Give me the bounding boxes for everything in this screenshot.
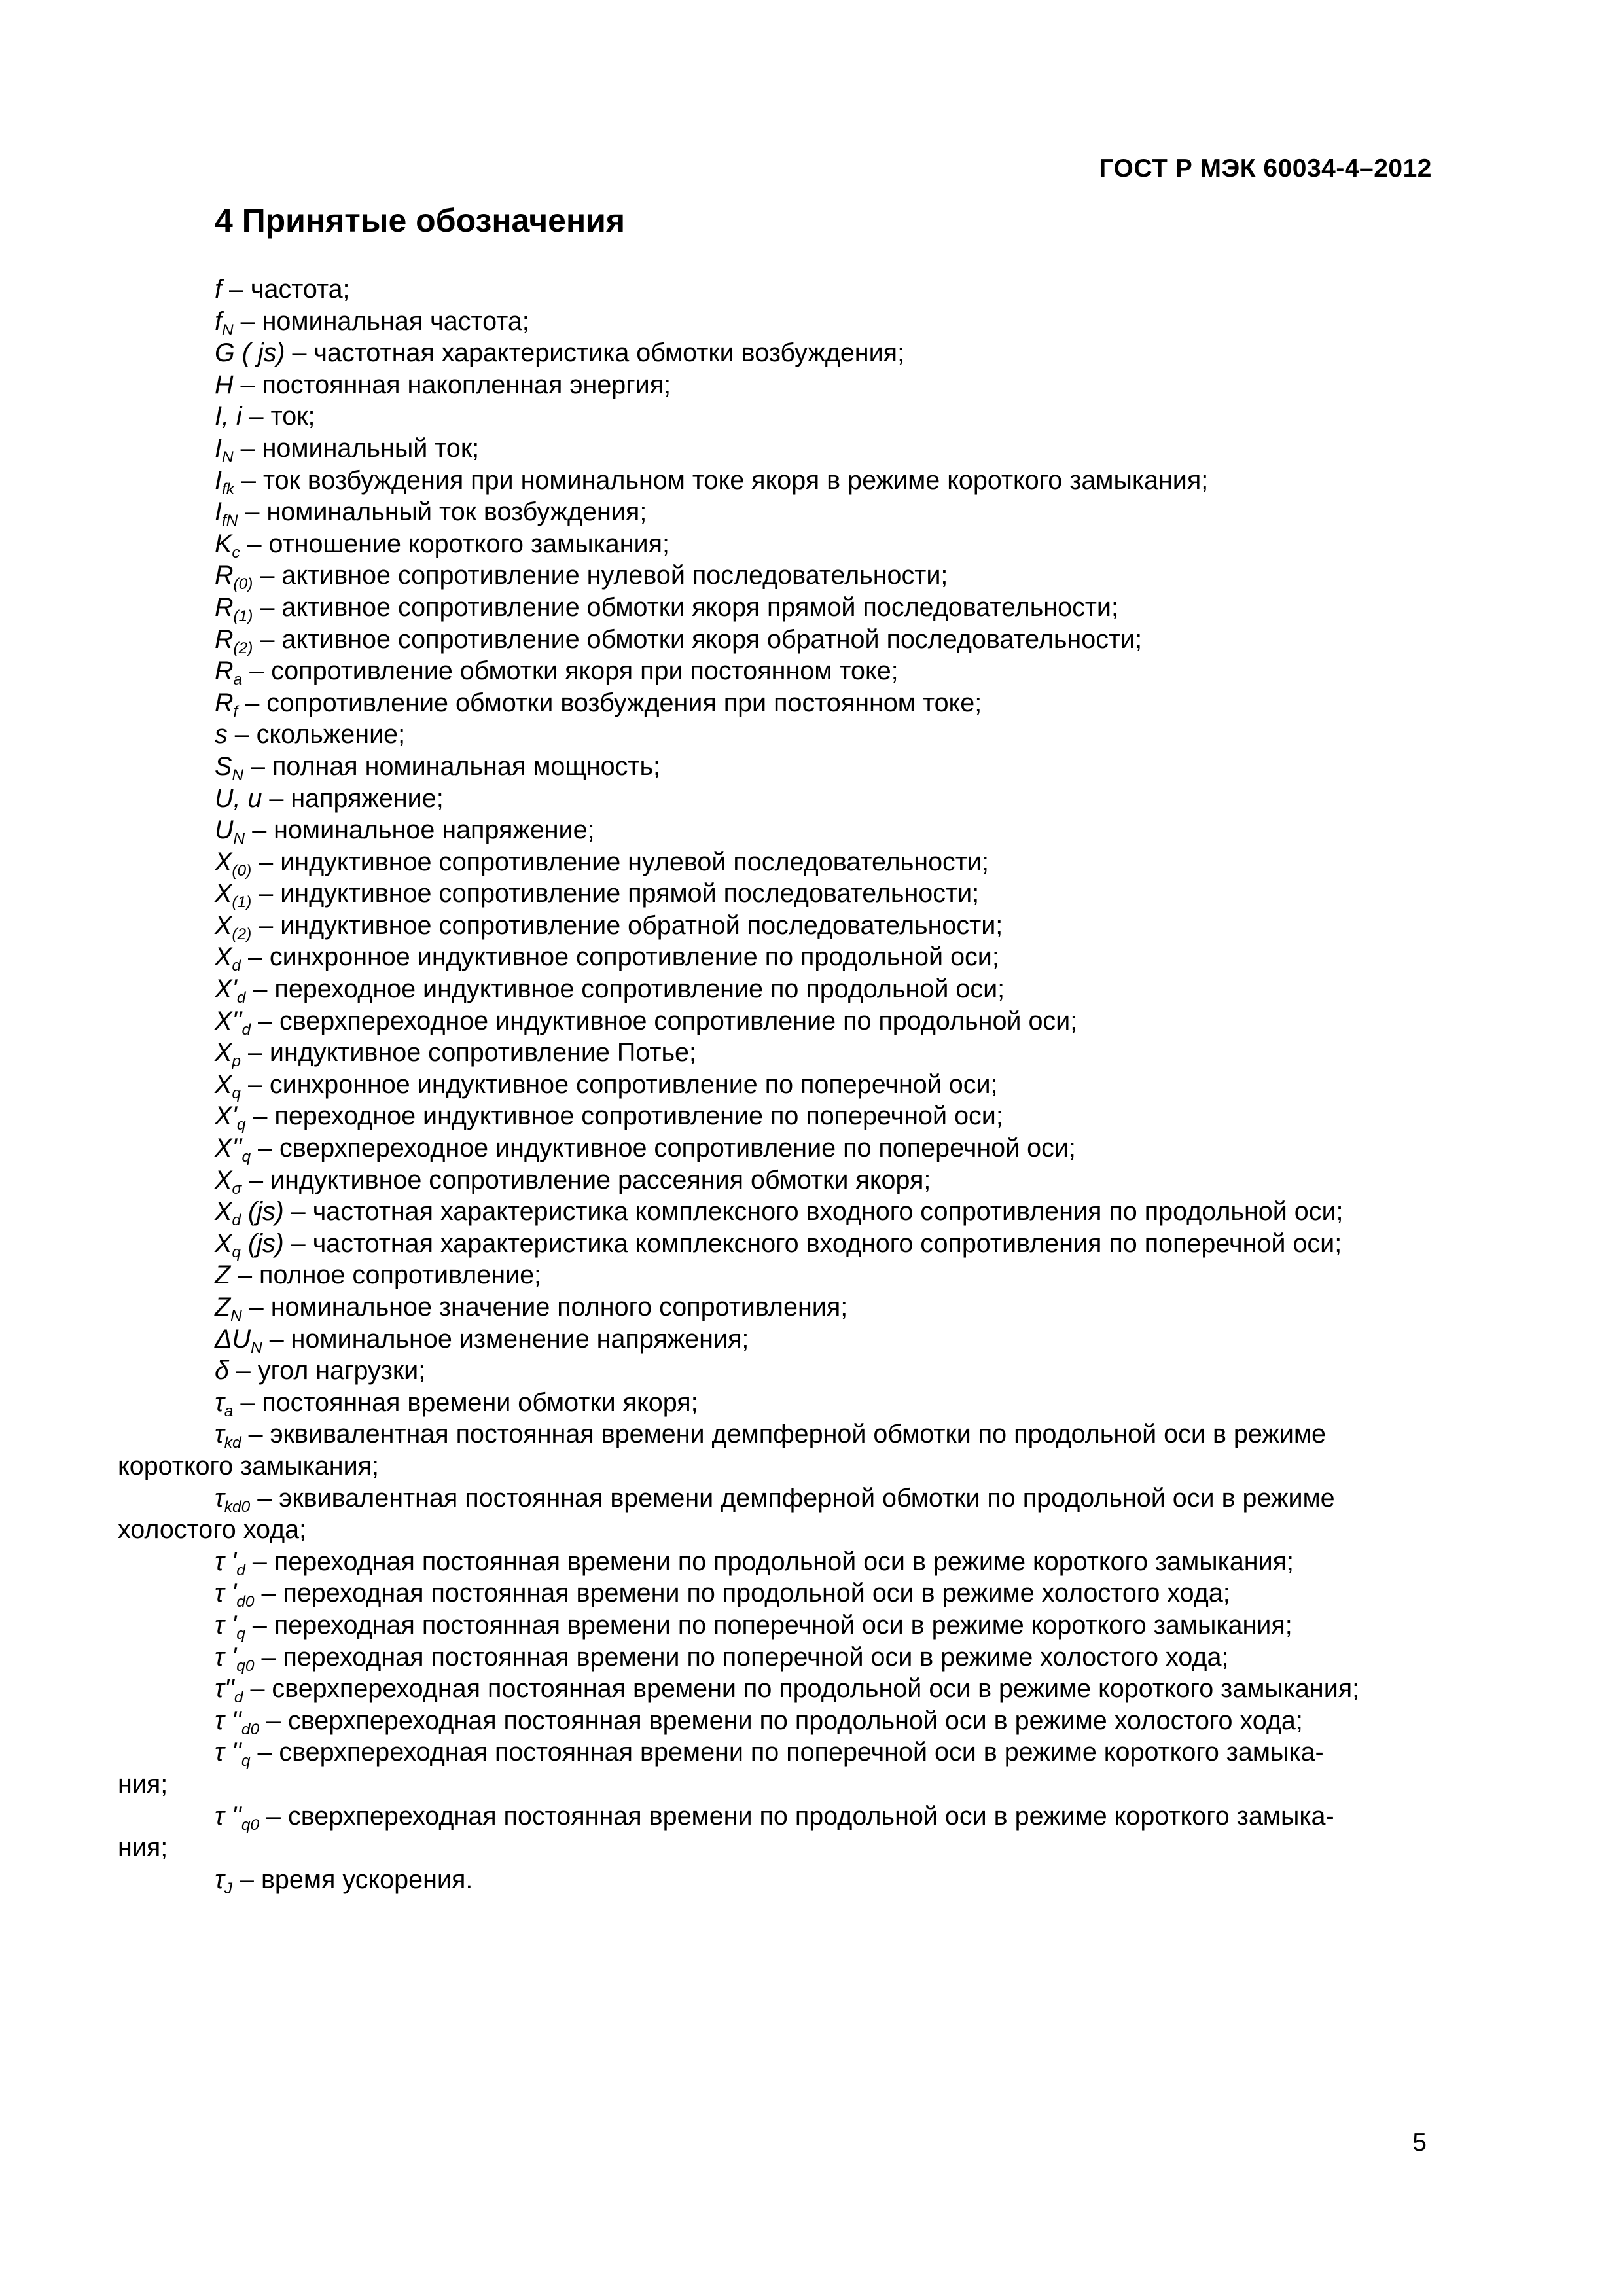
notation-description: – переходная постоянная времени по продольной оси в режиме холостого хода; bbox=[254, 1579, 1230, 1608]
notation-entry bbox=[118, 337, 1427, 369]
notation-entry bbox=[118, 560, 1427, 592]
notation-description: – индуктивное сопротивление прямой последовательности; bbox=[251, 879, 980, 908]
notation-description: – постоянная накопленная энергия; bbox=[233, 370, 671, 399]
notation-entry bbox=[118, 496, 1427, 528]
notation-list bbox=[118, 274, 1427, 1895]
notation-entry bbox=[118, 433, 1427, 465]
notation-description: – активное сопротивление нулевой последовательности; bbox=[253, 561, 948, 590]
notation-symbol: G ( js) bbox=[215, 338, 285, 368]
notation-symbol: $X''_q$ bbox=[215, 1134, 251, 1166]
notation-description: – сверхпереходная постоянная времени по поперечной оси в режиме короткого замыка- bbox=[250, 1738, 1324, 1767]
page-number: 5 bbox=[1412, 2128, 1427, 2157]
notation-symbol: τ '$_{q0}$ bbox=[215, 1642, 255, 1675]
notation-entry bbox=[118, 1577, 1427, 1609]
notation-entry bbox=[118, 274, 1427, 306]
notation-description: – напряжение; bbox=[262, 783, 444, 813]
notation-symbol: τ '$_{d0}$ bbox=[215, 1579, 255, 1611]
notation-description: – переходная постоянная времени по поперечной оси в режиме холостого хода; bbox=[254, 1642, 1229, 1672]
notation-symbol: $\Delta U_N$ bbox=[215, 1324, 262, 1357]
notation-description: – сверхпереходная постоянная времени по продольной оси в режиме короткого замыка- bbox=[259, 1801, 1334, 1831]
notation-entry bbox=[118, 1005, 1427, 1037]
notation-entry bbox=[118, 1100, 1427, 1132]
notation-symbol: $X_{(2)}$ bbox=[215, 910, 252, 943]
notation-entry bbox=[118, 1641, 1427, 1674]
notation-description: – ток; bbox=[241, 402, 315, 431]
notation-description: – частотная характеристика комплексного входного сопротивления по продольной оси; bbox=[283, 1197, 1344, 1227]
notation-symbol: $R_{(1)}$ bbox=[215, 592, 253, 625]
notation-description: – частота; bbox=[221, 275, 350, 304]
notation-description: – номинальное напряжение; bbox=[245, 816, 595, 845]
notation-entry bbox=[118, 1546, 1427, 1578]
notation-entry bbox=[118, 751, 1427, 783]
notation-entry bbox=[118, 1736, 1427, 1768]
notation-entry bbox=[118, 592, 1427, 624]
notation-description: – синхронное индуктивное сопротивление по поперечной оси; bbox=[240, 1069, 998, 1099]
notation-entry bbox=[118, 1164, 1427, 1196]
notation-symbol: $X_d$ (js) bbox=[215, 1197, 284, 1230]
notation-description: – отношение короткого замыкания; bbox=[240, 529, 669, 558]
notation-symbol: $R_{(2)}$ bbox=[215, 624, 253, 657]
notation-entry bbox=[118, 1355, 1427, 1387]
notation-entry bbox=[118, 910, 1427, 942]
notation-entry bbox=[118, 1196, 1427, 1228]
notation-entry bbox=[118, 465, 1427, 497]
notation-entry bbox=[118, 528, 1427, 560]
notation-entry bbox=[118, 1259, 1427, 1291]
notation-description: – индуктивное сопротивление Потье; bbox=[240, 1038, 696, 1067]
notation-entry bbox=[118, 1228, 1427, 1260]
notation-entry bbox=[118, 783, 1427, 815]
notation-description: – время ускорения. bbox=[232, 1865, 473, 1894]
notation-symbol: τ '$_d$ bbox=[215, 1547, 245, 1579]
notation-entry bbox=[118, 655, 1427, 687]
notation-entry bbox=[118, 941, 1427, 973]
notation-description-continuation: ния; bbox=[118, 1769, 168, 1799]
notation-symbol: $X_q$ (js) bbox=[215, 1229, 284, 1261]
notation-symbol: $\tau_a$ bbox=[215, 1388, 234, 1420]
notation-symbol: H bbox=[215, 370, 234, 399]
notation-entry bbox=[118, 369, 1427, 401]
notation-description: – индуктивное сопротивление рассеяния обмотки якоря; bbox=[241, 1165, 931, 1194]
notation-entry bbox=[118, 1609, 1427, 1641]
notation-entry bbox=[118, 401, 1427, 433]
notation-description: – переходная постоянная времени по продольной оси в режиме короткого замыкания; bbox=[245, 1547, 1294, 1576]
notation-symbol: τ ''$_{d0}$ bbox=[215, 1706, 260, 1738]
notation-description: – индуктивное сопротивление нулевой последовательности; bbox=[251, 847, 989, 876]
notation-description: – частотная характеристика комплексного входного сопротивления по поперечной оси; bbox=[283, 1229, 1342, 1258]
notation-symbol: $X_{(0)}$ bbox=[215, 847, 252, 880]
notation-symbol: f bbox=[215, 275, 222, 304]
notation-description: – сопротивление обмотки возбуждения при постоянном токе; bbox=[238, 688, 982, 717]
notation-entry bbox=[118, 1705, 1427, 1737]
notation-description: – сопротивление обмотки якоря при постоянном токе; bbox=[242, 656, 899, 686]
notation-symbol: $Z_N$ bbox=[215, 1293, 242, 1325]
notation-symbol: $X'_d$ bbox=[215, 975, 246, 1007]
notation-symbol: s bbox=[215, 720, 228, 749]
notation-description: – частотная характеристика обмотки возбуждения; bbox=[285, 338, 905, 368]
notation-symbol: $\tau_{kd0}$ bbox=[215, 1483, 251, 1516]
notation-symbol: $K_c$ bbox=[215, 529, 240, 562]
notation-description: – постоянная времени обмотки якоря; bbox=[233, 1388, 698, 1417]
notation-symbol: $X_p$ bbox=[215, 1038, 241, 1071]
notation-symbol: $X''_d$ bbox=[215, 1006, 251, 1039]
notation-entry bbox=[118, 973, 1427, 1005]
notation-description: – сверхпереходное индуктивное сопротивление по поперечной оси; bbox=[251, 1134, 1076, 1163]
notation-symbol: $X_{(1)}$ bbox=[215, 879, 252, 912]
notation-entry bbox=[118, 1801, 1427, 1833]
notation-description: – полная номинальная мощность; bbox=[243, 751, 661, 781]
notation-description: – активное сопротивление обмотки якоря обратной последовательности; bbox=[253, 624, 1143, 654]
notation-entry bbox=[118, 878, 1427, 910]
notation-symbol: $f_N$ bbox=[215, 306, 234, 339]
notation-symbol: $X'_q$ bbox=[215, 1102, 246, 1134]
notation-entry bbox=[118, 687, 1427, 719]
notation-entry bbox=[118, 719, 1427, 751]
notation-symbol: $\tau_J$ bbox=[215, 1865, 233, 1897]
notation-symbol: I, i bbox=[215, 402, 242, 431]
notation-entry bbox=[118, 1864, 1427, 1896]
notation-description-continuation: ния; bbox=[118, 1833, 168, 1863]
notation-symbol: $X_q$ bbox=[215, 1069, 241, 1102]
notation-entry bbox=[118, 1673, 1427, 1705]
notation-description: – переходная постоянная времени по поперечной оси в режиме короткого замыкания; bbox=[245, 1610, 1293, 1640]
notation-description: – скольжение; bbox=[227, 720, 406, 749]
notation-symbol: U, u bbox=[215, 783, 262, 813]
notation-description-continuation: короткого замыкания; bbox=[118, 1451, 380, 1480]
notation-entry bbox=[118, 1482, 1427, 1515]
notation-entry bbox=[118, 1418, 1427, 1450]
notation-symbol: $R_f$ bbox=[215, 688, 238, 721]
notation-entry bbox=[118, 1069, 1427, 1101]
notation-symbol: $S_N$ bbox=[215, 751, 244, 784]
notation-description: – сверхпереходная постоянная времени по продольной оси в режиме холостого хода; bbox=[259, 1706, 1303, 1735]
notation-symbol: $I_{fk}$ bbox=[215, 465, 235, 498]
notation-entry bbox=[118, 846, 1427, 878]
notation-symbol: $R_a$ bbox=[215, 656, 243, 689]
notation-entry bbox=[118, 1291, 1427, 1323]
notation-description: – синхронное индуктивное сопротивление по продольной оси; bbox=[240, 942, 999, 972]
notation-symbol: τ '$_q$ bbox=[215, 1610, 245, 1643]
notation-description: – номинальный ток; bbox=[233, 433, 480, 463]
notation-description: – активное сопротивление обмотки якоря прямой последовательности; bbox=[253, 592, 1118, 622]
notation-description: – полное сопротивление; bbox=[230, 1261, 542, 1290]
notation-description: – сверхпереходная постоянная времени по продольной оси в режиме короткого замыкания; bbox=[243, 1674, 1360, 1704]
notation-description: – эквивалентная постоянная времени демпферной обмотки по продольной оси в режиме bbox=[241, 1420, 1327, 1449]
notation-description: – переходное индуктивное сопротивление по поперечной оси; bbox=[245, 1102, 1003, 1131]
notation-symbol: $\tau_{kd}$ bbox=[215, 1420, 241, 1452]
notation-symbol: $X_\sigma$ bbox=[215, 1165, 242, 1198]
notation-symbol: $\tau''_d$ bbox=[215, 1674, 243, 1706]
notation-symbol: $X_d$ bbox=[215, 942, 241, 975]
notation-description: – номинальное изменение напряжения; bbox=[262, 1324, 749, 1354]
notation-description: – эквивалентная постоянная времени демпферной обмотки по продольной оси в режиме bbox=[250, 1483, 1335, 1513]
notation-entry bbox=[118, 1323, 1427, 1355]
notation-entry bbox=[118, 1387, 1427, 1419]
notation-symbol: Z bbox=[215, 1261, 231, 1290]
section-title: 4 Принятые обозначения bbox=[215, 202, 626, 239]
notation-symbol: δ bbox=[215, 1356, 229, 1386]
notation-symbol: τ ''$_{q0}$ bbox=[215, 1801, 260, 1834]
notation-description: – номинальная частота; bbox=[233, 306, 529, 336]
notation-symbol: $I_{fN}$ bbox=[215, 497, 238, 529]
notation-description: – ток возбуждения при номинальном токе якоря в режиме короткого замыкания; bbox=[234, 465, 1209, 495]
notation-description: – номинальный ток возбуждения; bbox=[238, 497, 647, 527]
notation-entry bbox=[118, 306, 1427, 338]
notation-symbol: τ ''$_q$ bbox=[215, 1738, 251, 1770]
notation-entry bbox=[118, 1037, 1427, 1069]
notation-entry bbox=[118, 1132, 1427, 1164]
notation-entry bbox=[118, 814, 1427, 846]
notation-description: – переходное индуктивное сопротивление по продольной оси; bbox=[245, 975, 1005, 1004]
notation-symbol: $R_{(0)}$ bbox=[215, 561, 253, 594]
notation-description: – индуктивное сопротивление обратной последовательности; bbox=[251, 910, 1003, 940]
document-standard-header: ГОСТ Р МЭК 60034-4–2012 bbox=[1099, 154, 1432, 183]
notation-description: – сверхпереходное индуктивное сопротивление по продольной оси; bbox=[251, 1006, 1078, 1035]
notation-symbol: $U_N$ bbox=[215, 816, 245, 848]
notation-description: – номинальное значение полного сопротивления; bbox=[241, 1293, 848, 1321]
notation-description: – угол нагрузки; bbox=[228, 1356, 426, 1386]
notation-description-continuation: холостого хода; bbox=[118, 1515, 307, 1545]
notation-entry bbox=[118, 624, 1427, 656]
notation-symbol: $I_N$ bbox=[215, 433, 234, 466]
